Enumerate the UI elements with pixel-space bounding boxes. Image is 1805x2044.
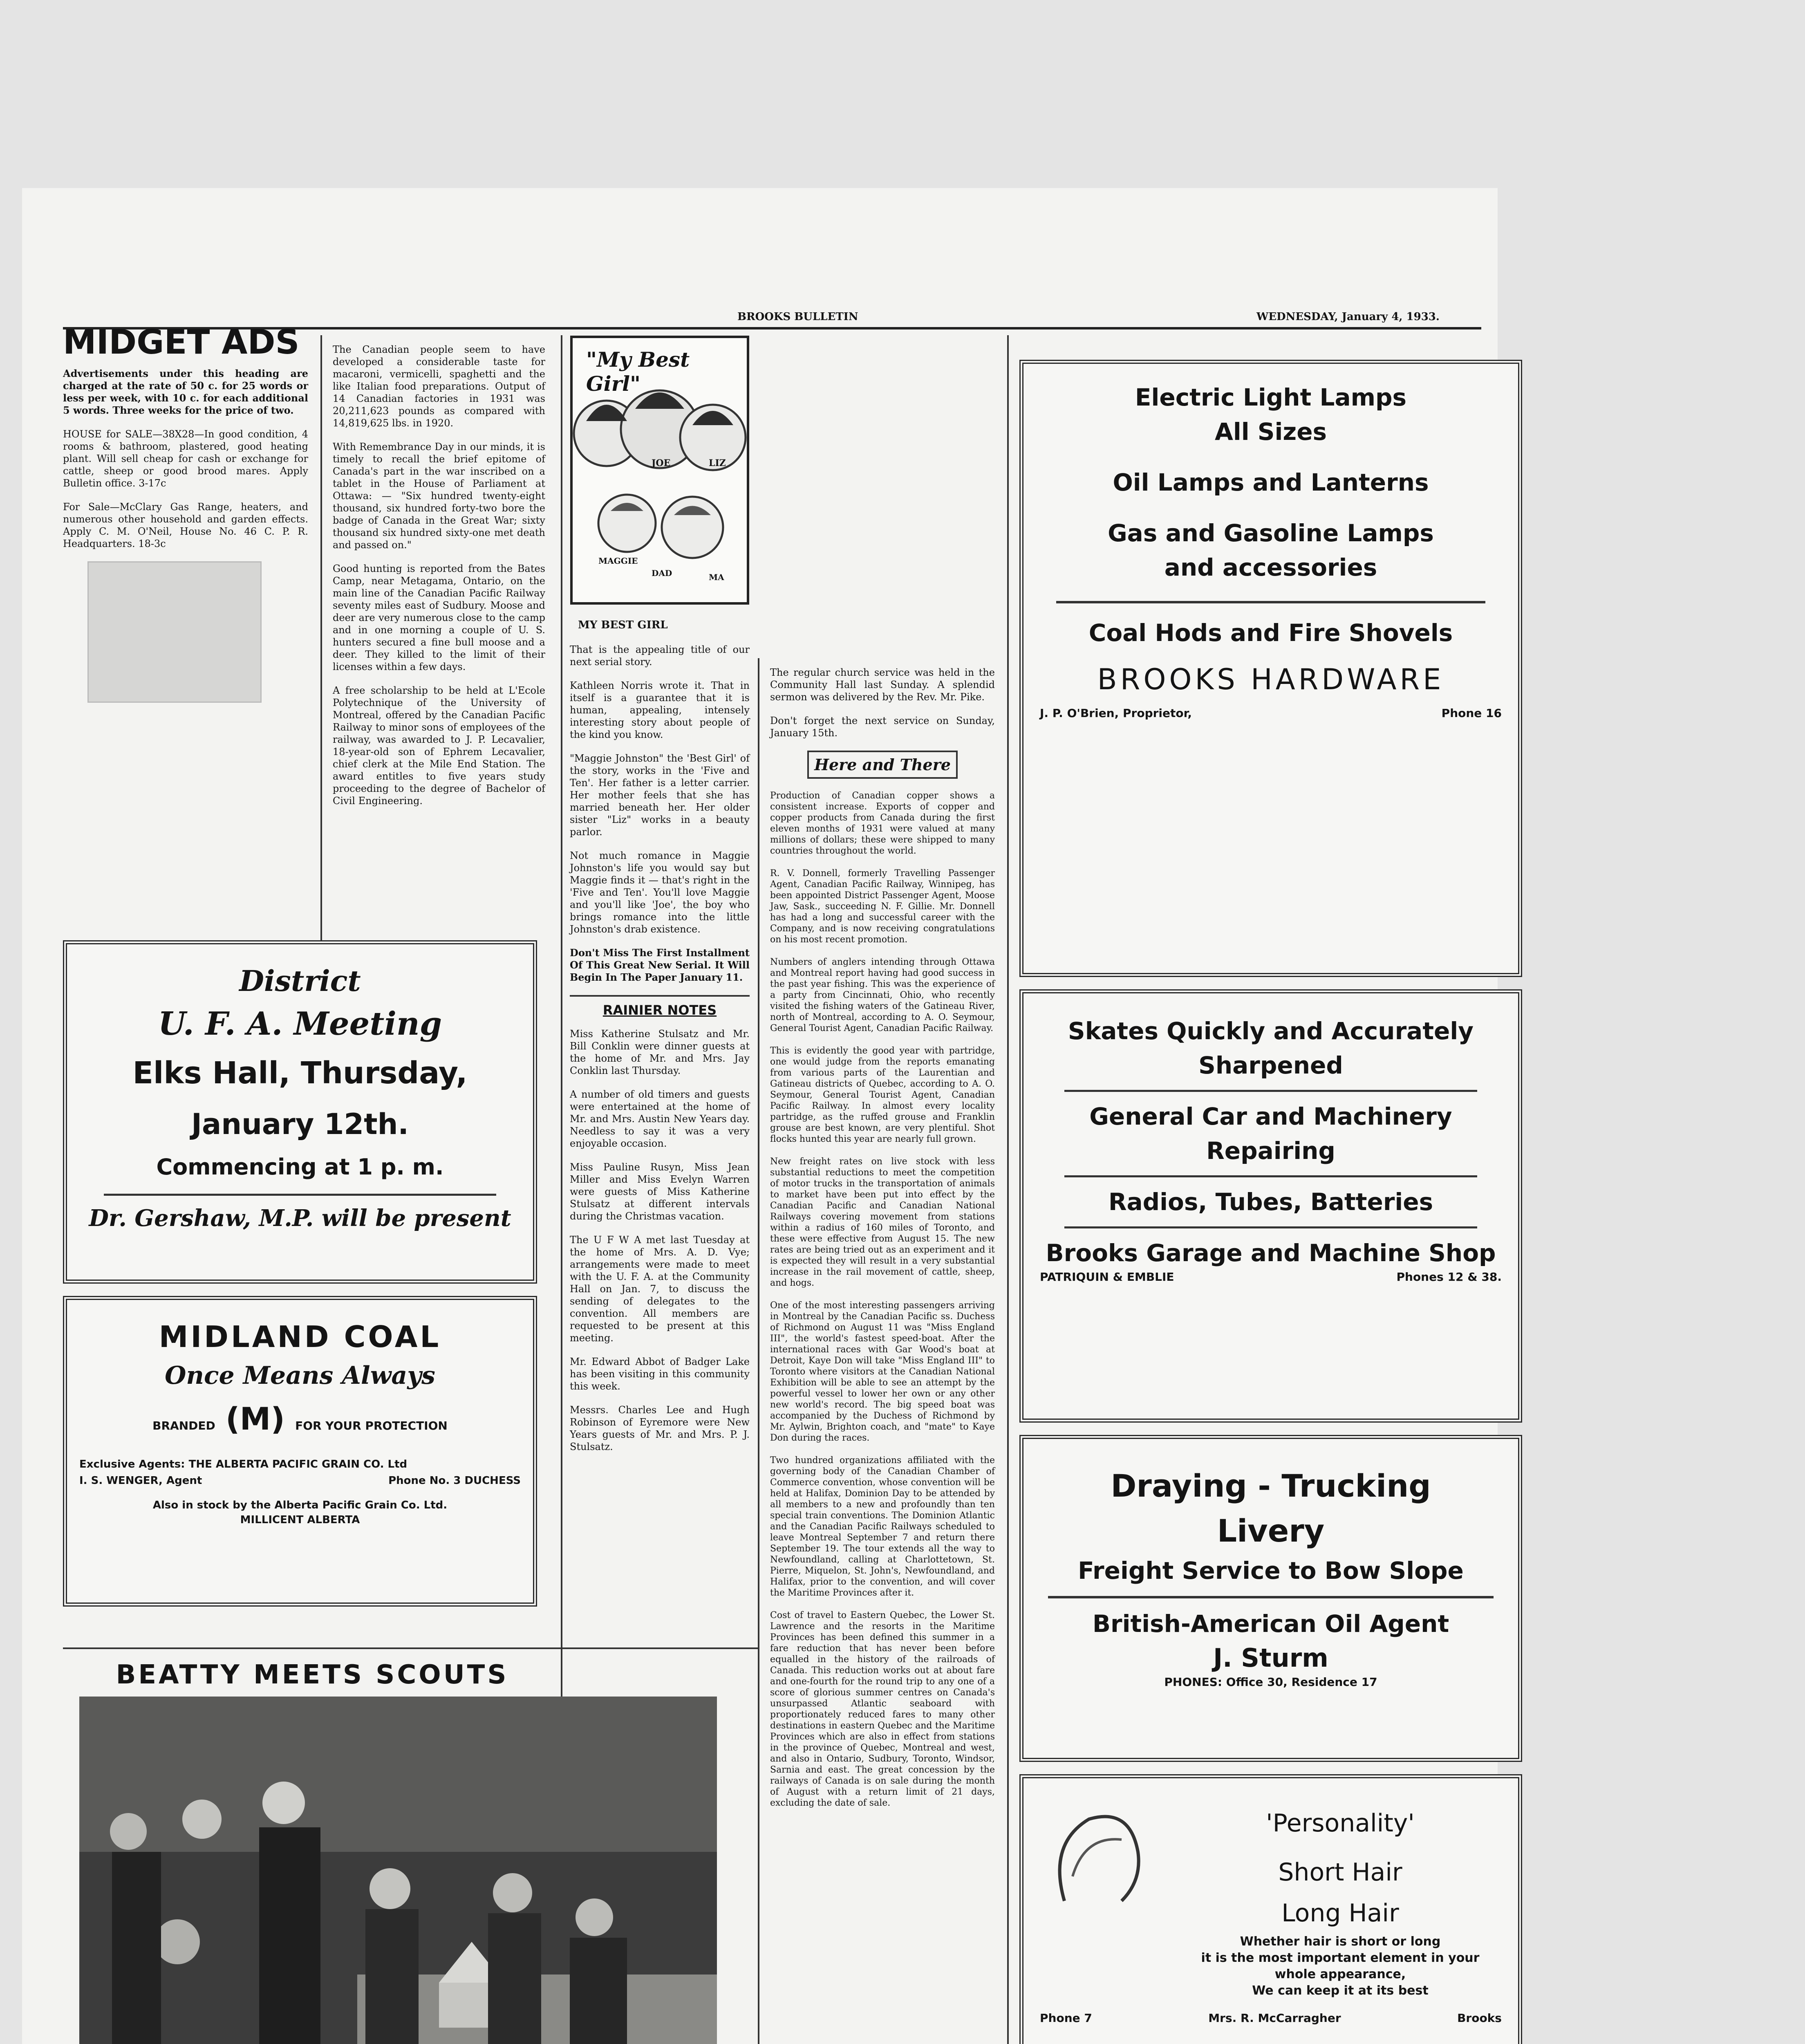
hardware-line: Gas and Gasoline Lamps: [1108, 519, 1434, 547]
hardware-proprietor: J. P. O'Brien, Proprietor,: [1040, 706, 1192, 720]
beatty-meets-scouts-section: [79, 1660, 545, 1690]
rainier-para: Mr. Edward Abbot of Badger Lake has been visiting in this community this week.: [570, 1356, 750, 1392]
garage-line: Skates Quickly and Accurately: [1068, 1017, 1474, 1045]
here-and-there-para: R. V. Donnell, formerly Travelling Passenger Agent, Canadian Pacific Railway, Winnipeg, has been appointed District Passenger Agent, Moose Jaw, Sask., succeeding N. F. Gillie. Mr. Donnell has had a long and successful career with the Company, and is now receiving congratulations on his most recent promotion.: [770, 868, 995, 945]
rainier-para: Miss Pauline Rusyn, Miss Jean Miller and Miss Evelyn Warren were guests of Miss Katherine Stulsatz at different intervals during the Christmas vacation.: [570, 1161, 750, 1222]
news-brief: A free scholarship to be held at L'Ecole Polytechnique of the University of Montreal, offered by the Canadian Pacific Railway to minor sons of employees of the railway, was awarded to J. P. Lecavalier, 18-year-old son of Ephrem Lecavalier, chief clerk at the Mile End Station. The award entitles to five years study proceeding to the degree of Bachelor of Civil Engineering.: [333, 685, 545, 807]
label-maggie: MAGGIE: [598, 556, 638, 566]
livery-ad: [1019, 1435, 1522, 1762]
here-and-there-para: Cost of travel to Eastern Quebec, the Lower St. Lawrence and the resorts in the Maritime Provinces has been defined this summer in a fare reduction that has never been before equalled in the history of the railroads of Canada. This reduction works out at about fare and one-fourth for the round trip to any one of a score of glorious summer centres on Canada's unsurpassed Atlantic seaboard with proportionately reduced fares to many other destinations in eastern Quebec and the Maritime Provinces which are also in effect from stations in the province of Quebec, Montreal and west, and also in Ontario, Sudbury, Toronto, Windsor, Sarnia and east. The great concession by the railways of Canada is on sale during the month of August with a return limit of 21 days, excluding the date of sale.: [770, 1610, 995, 1808]
church-note: Don't forget the next service on Sunday, January 15th.: [770, 715, 995, 739]
beauty-line: it is the most important element in your whole appearance,: [1201, 1951, 1480, 1981]
hardware-store-name: BROOKS HARDWARE: [1097, 663, 1444, 696]
column-rule: [758, 658, 759, 2044]
hairstyle-illustration: [1040, 1795, 1146, 1917]
hardware-phone: Phone 16: [1441, 706, 1502, 720]
hardware-line: Electric Light Lamps: [1135, 383, 1407, 411]
ufa-line: Dr. Gershaw, M.P. will be present: [89, 1205, 511, 1232]
midland-also: Also in stock by the Alberta Pacific Grain Co. Ltd.: [152, 1499, 448, 1511]
label-dad: DAD: [652, 568, 672, 578]
livery-line: British-American Oil Agent: [1092, 1610, 1449, 1638]
best-girl-para: Kathleen Norris wrote it. That in itself is a guarantee that it is human, appealing, intensely interesting story about people of the kind you know.: [570, 680, 750, 740]
beauty-line: Whether hair is short or long: [1240, 1934, 1441, 1949]
label-liz: LIZ: [709, 458, 726, 468]
beauty-line: Long Hair: [1281, 1899, 1399, 1927]
brooks-hardware-ad: [1019, 360, 1522, 977]
scouts-photo: [79, 1697, 717, 2044]
garage-line: Repairing: [1206, 1137, 1335, 1165]
hardware-line: and accessories: [1164, 554, 1377, 581]
here-and-there-para: Production of Canadian copper shows a consistent increase. Exports of copper and copper products from Canada during the first eleven months of 1931 were valued at many millions of dollars; these were shipped to many countries throughout the world.: [770, 791, 995, 856]
best-girl-section: [570, 335, 750, 1464]
rainier-para: A number of old timers and guests were entertained at the home of Mr. and Mrs. Austin New Years day. Needless to say it was a very enjoyable occasion.: [570, 1089, 750, 1149]
garage-phones: Phones 12 & 38.: [1396, 1270, 1502, 1284]
midland-protection: FOR YOUR PROTECTION: [295, 1419, 448, 1432]
midland-subtitle: Once Means Always: [165, 1361, 435, 1390]
best-girl-para: That is the appealing title of our next serial story.: [570, 644, 750, 668]
district-ufa-meeting-ad: [63, 940, 537, 1284]
midland-wenger: I. S. WENGER, Agent: [79, 1475, 202, 1487]
midget-ad-item: HOUSE for SALE—38X28—In good condition, 4 rooms & bathroom, plastered, good heating plant. Will sell cheap for cash or exchange for cattle, sheep or good brood mares. Apply Bulletin office. 3-17c: [63, 428, 308, 489]
label-ma: MA: [709, 572, 724, 582]
rainier-notes-title: RAINIER NOTES: [602, 1002, 717, 1018]
hardware-line: Coal Hods and Fire Shovels: [1088, 619, 1453, 647]
hardware-line: Oil Lamps and Lanterns: [1113, 468, 1429, 496]
best-girl-caption: MY BEST GIRL: [578, 619, 668, 631]
livery-line: J. Sturm: [1213, 1643, 1328, 1673]
midland-town: MILLICENT ALBERTA: [240, 1514, 360, 1526]
label-joe: JOE: [652, 458, 671, 468]
here-and-there-para: New freight rates on live stock with less substantial reductions to meet the competition of motor trucks in the transportation of animals to market have been put into effect by the Canadian Pacific and Canadian National Railways covering movement from stations within a radius of 160 miles of Toronto, and these were effective from August 15. The new rates are being tried out as an experiment and it is expected they will result in a very substantial increase in the rail movement of cattle, sheep, and hogs.: [770, 1156, 995, 1288]
midget-ad-item: For Sale—McClary Gas Range, heaters, and numerous other household and garden effects. Apply C. M. O'Neil, House No. 46 C. P. R. Headquarters. 18-3c: [63, 501, 308, 549]
livery-line: Draying - Trucking: [1111, 1468, 1431, 1504]
garage-line: Radios, Tubes, Batteries: [1108, 1188, 1433, 1216]
garage-line: General Car and Machinery: [1089, 1103, 1452, 1130]
midland-branded: BRANDED: [152, 1419, 215, 1432]
brooks-garage-ad: [1019, 989, 1522, 1423]
here-and-there-para: Two hundred organizations affiliated with the governing body of the Canadian Chamber of Commerce convention, whose convention will be held at Halifax, Dominion Day to be attended by all members to a new and profoundly than ten special train conventions. The Dominion Atlantic and the Canadian Pacific Railways scheduled to leave Montreal September 7 and return there September 19. The tour extends all the way to Newfoundland, calling at Charlottetown, St. Pierre, Miquelon, St. John's, Newfoundland, and Halifax, prior to the convention, and will cover the Maritime Provinces after it.: [770, 1455, 995, 1598]
livery-phones: PHONES: Office 30, Residence 17: [1164, 1675, 1377, 1689]
ufa-line: Commencing at 1 p. m.: [156, 1154, 444, 1180]
faded-stamp: [87, 561, 262, 703]
ufa-line: U. F. A. Meeting: [158, 1005, 442, 1042]
news-brief: With Remembrance Day in our minds, it is timely to recall the brief epitome of Canada's part in the war inscribed on a tablet in the House of Parliament at Ottawa: — "Six hundred twenty-eight thousand, six hundred forty-two bore the badge of Canada in the Great War; sixty thousand six hundred sixty-one met death and passed on.": [333, 441, 545, 551]
here-and-there-head: Here and There: [807, 751, 958, 779]
ufa-line: District: [239, 964, 361, 998]
livery-line: Livery: [1217, 1513, 1325, 1549]
running-head-date: WEDNESDAY, January 4, 1933.: [1256, 311, 1440, 323]
rainier-para: Messrs. Charles Lee and Hugh Robinson of Eyremore were New Years guests of Mr. and Mrs. P. J. Stulsatz.: [570, 1404, 750, 1452]
beauty-town: Brooks: [1457, 2011, 1502, 2025]
beauty-line: 'Personality': [1266, 1809, 1415, 1838]
rainier-para: The U F W A met last Tuesday at the home of Mrs. A. D. Vye; arrangements were made to meet with the U. F. A. at the Community Hall on Jan. 7, to discuss the sending of delegates to the convention. All members are requested to be present at this meeting.: [570, 1234, 750, 1344]
news-briefs-column: [333, 343, 545, 818]
ufa-line: Elks Hall, Thursday,: [132, 1056, 468, 1091]
garage-owners: PATRIQUIN & EMBLIE: [1040, 1270, 1174, 1284]
personality-beauty-ad: [1019, 1774, 1522, 2044]
ufa-line: January 12th.: [191, 1107, 409, 1141]
best-girl-para: Not much romance in Maggie Johnston's life you would say but Maggie finds it — that's right in the 'Five and Ten'. You'll love Maggie and you'll like 'Joe', the boy who brings romance into the little Johnston's drab existence.: [570, 850, 750, 935]
midget-ads-title: MIDGET ADS: [63, 323, 300, 362]
column-rule: [1007, 335, 1009, 2044]
news-brief: The Canadian people seem to have developed a considerable taste for macaroni, vermicelli, spaghetti and the like Italian food preparations. Output of 14 Canadian factories in 1931 was 20,211,623 pounds as compared with 14,819,625 lbs. in 1920.: [333, 344, 545, 429]
best-girl-para: Don't Miss The First Installment Of This Great New Serial. It Will Begin In The Paper January 11.: [570, 947, 750, 983]
midland-agents: Exclusive Agents: THE ALBERTA PACIFIC GRAIN CO. Ltd: [79, 1458, 408, 1470]
midget-ads-section: [63, 323, 308, 703]
garage-line: Sharpened: [1198, 1051, 1343, 1079]
here-and-there-para: Numbers of anglers intending through Ottawa and Montreal report having had good success in the past year fishing. This was the experience of a party from Cincinnati, Ohio, who recently visited the fishing waters of the Gatineau River, north of Montreal, according to A. O. Seymour, General Tourist Agent, Canadian Pacific Railway.: [770, 957, 995, 1033]
here-and-there-para: This is evidently the good year with partridge, one would judge from the reports emanating from various parts of the Laurentian and Gatineau districts of Quebec, according to A. O. Seymour, General Tourist Agent, Canadian Pacific Railway. In almost every locality partridge, as the ruffed grouse and Franklin grouse are best known, are very plentiful. Shot flocks hunted this year are nearly full grown.: [770, 1046, 995, 1144]
running-head-paper: BROOKS BULLETIN: [737, 311, 858, 323]
rainier-para: Miss Katherine Stulsatz and Mr. Bill Conklin were dinner guests at the home of Mr. and Mrs. Jay Conklin last Thursday.: [570, 1028, 750, 1076]
news-brief: Good hunting is reported from the Bates Camp, near Metagama, Ontario, on the main line of the Canadian Pacific Railway seventy miles east of Sudbury. Moose and deer are very numerous close to the camp and in one morning a couple of U. S. hunters secured a fine bull moose and a deer. They killed to the limit of their licenses within a few days.: [333, 563, 545, 672]
garage-line: Brooks Garage and Machine Shop: [1046, 1239, 1496, 1267]
midland-mark: (M): [225, 1401, 285, 1437]
livery-line: Freight Service to Bow Slope: [1078, 1557, 1464, 1585]
midland-title: MIDLAND COAL: [159, 1320, 441, 1354]
newspaper-page: [22, 188, 1502, 2044]
here-and-there-para: One of the most interesting passengers arriving in Montreal by the Canadian Pacific ss. Duchess of Richmond on August 11 was "Miss England III", the world's fastest speed-boat. After the international races with Gar Wood's boat at Detroit, Kaye Don will take "Miss England III" to Toronto where visitors at the Canadian National Exhibition will be able to see an attempt by the powerful vessel to lower her own or any other new world's record. The big speed boat was accompanied by the Duchess of Richmond by Mr. Aylwin, Brighton coach, and "mate" to Kaye Don during the races.: [770, 1300, 995, 1443]
church-note: The regular church service was held in the Community Hall last Sunday. A splendid sermon was delivered by the Rev. Mr. Pike.: [770, 667, 995, 703]
scouts-headline: BEATTY MEETS SCOUTS: [116, 1660, 509, 1690]
best-girl-para: "Maggie Johnston" the 'Best Girl' of the story, works in the 'Five and Ten'. Her father is a letter carrier. Her mother feels that she has married beneath her. Her older sister "Liz" works in a beauty parlor.: [570, 753, 750, 838]
midland-phone: Phone No. 3 DUCHESS: [388, 1475, 521, 1487]
beauty-phone: Phone 7: [1040, 2011, 1092, 2025]
best-girl-script-title: "My Best Girl": [586, 347, 690, 396]
beauty-line: We can keep it at its best: [1252, 1983, 1429, 1998]
section-rule: [63, 1647, 758, 1649]
here-and-there-column: [770, 666, 995, 1820]
beauty-line: Short Hair: [1278, 1858, 1402, 1887]
midland-coal-ad: [63, 1296, 537, 1607]
column-rule: [561, 335, 562, 1786]
beauty-proprietor: Mrs. R. McCarragher: [1208, 2011, 1341, 2025]
hardware-line: All Sizes: [1214, 418, 1327, 446]
midget-ads-rates: Advertisements under this heading are charged at the rate of 50 c. for 25 words or less per week, with 10 c. for each additional 5 words. Three weeks for the price of two.: [63, 368, 308, 416]
